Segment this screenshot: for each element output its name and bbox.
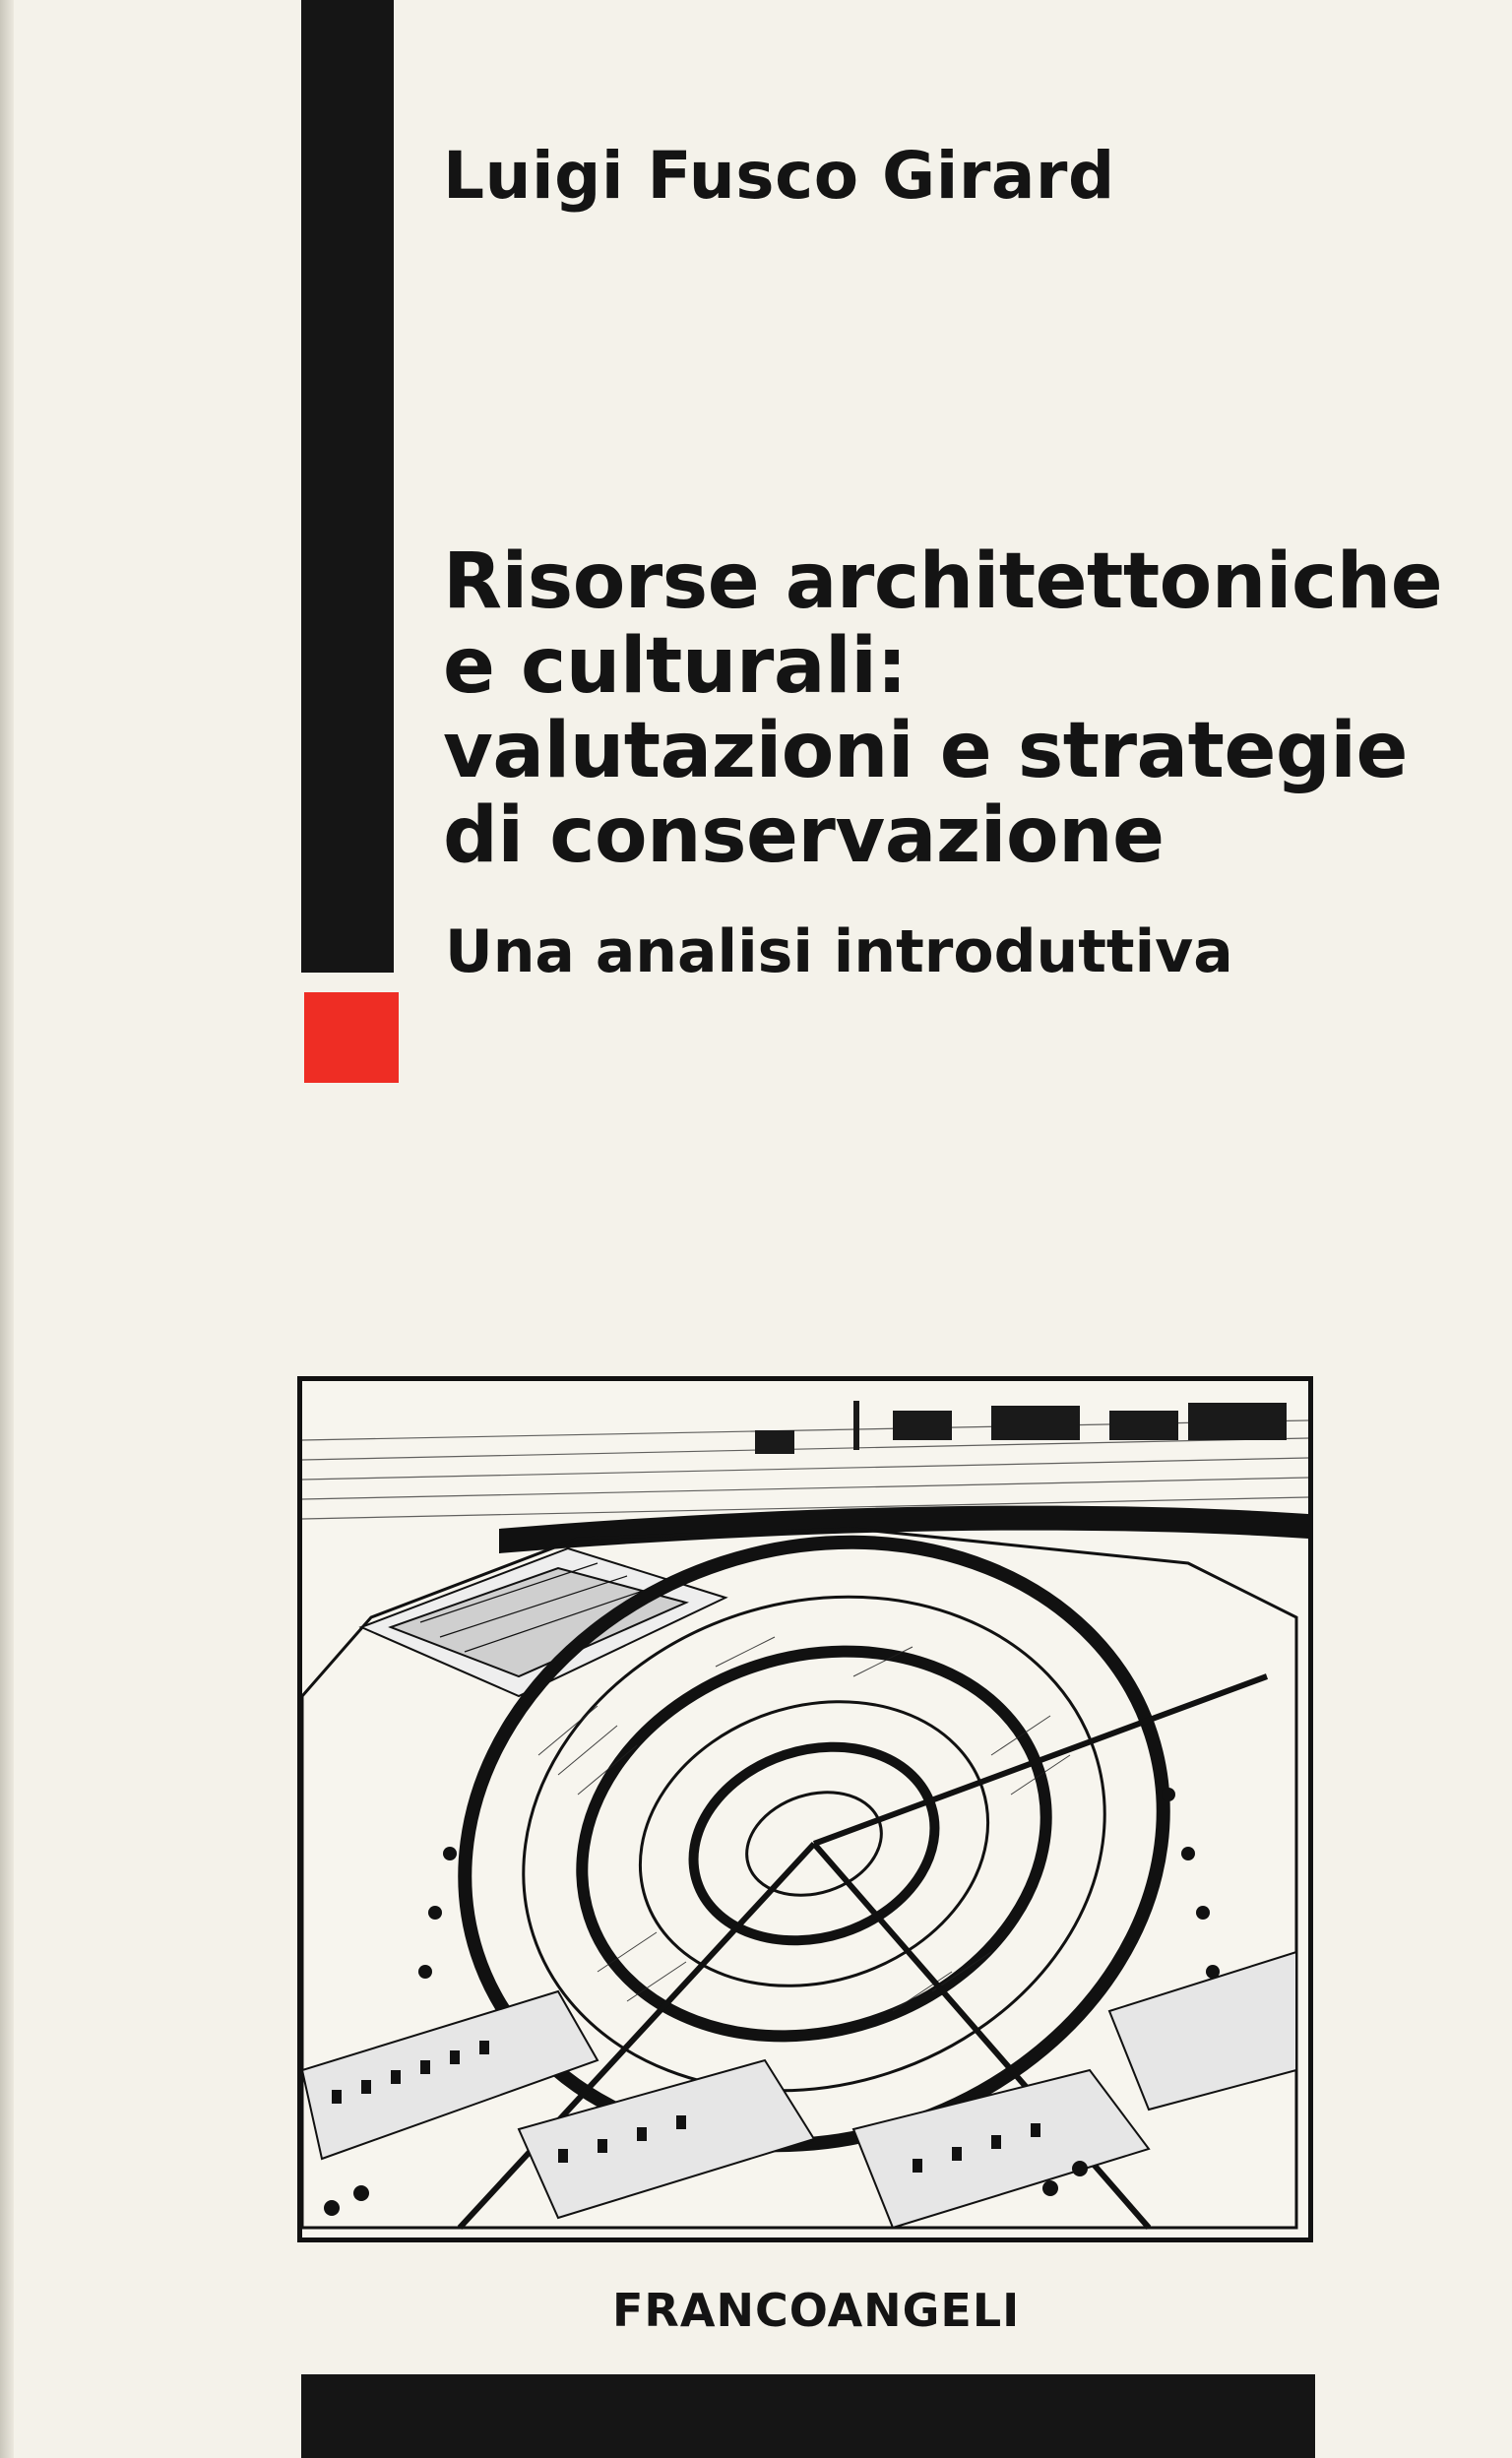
book-title (443, 539, 1442, 878)
spine-shadow (0, 0, 14, 2458)
title-line-3: valutazioni e strategie (443, 707, 1408, 795)
publisher-name: FRANCOANGELI (612, 2284, 1021, 2337)
city-engraving-drawing (302, 1381, 1308, 2237)
title-line-4: di conservazione (443, 791, 1165, 880)
title-line-1: Risorse architettoniche (443, 537, 1443, 626)
book-subtitle: Una analisi introduttiva (445, 917, 1233, 986)
author-name: Luigi Fusco Girard (443, 138, 1115, 214)
title-line-2: e culturali: (443, 622, 908, 711)
black-vertical-bar (301, 0, 394, 973)
red-square-accent (304, 992, 399, 1083)
aerial-city-engraving (297, 1376, 1313, 2242)
black-bottom-bar (301, 2374, 1315, 2458)
